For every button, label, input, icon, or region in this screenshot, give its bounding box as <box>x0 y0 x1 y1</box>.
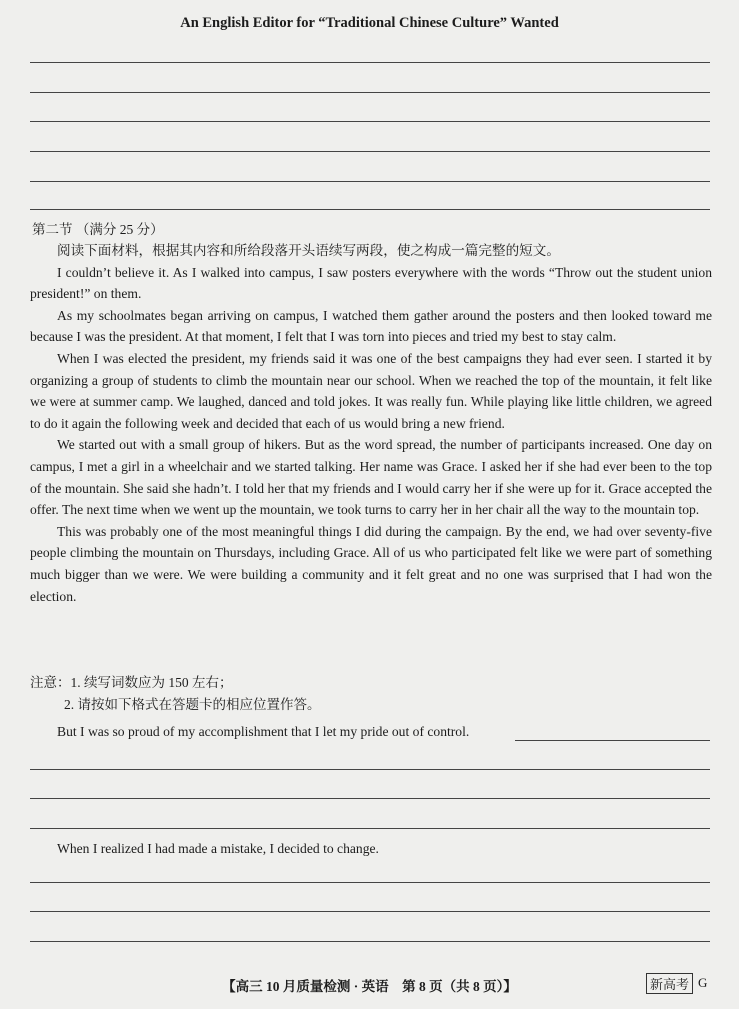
paragraph-starter-1: But I was so proud of my accomplishment that I let my pride out of control. <box>57 724 470 739</box>
answer-line <box>30 769 710 770</box>
note-item-1: 1. 续写词数应为 150 左右； <box>70 675 233 690</box>
answer-line <box>515 740 710 741</box>
passage-paragraph: I couldn’t believe it. As I walked into campus, I saw posters everywhere with the words “Throw out the student union president!” on them. <box>30 264 712 302</box>
answer-line <box>30 62 710 63</box>
answer-line <box>30 151 710 152</box>
answer-line <box>30 92 710 93</box>
answer-line <box>30 181 710 182</box>
page-title: An English Editor for “Traditional Chinese Culture” Wanted <box>180 15 559 31</box>
exam-version-label: G <box>698 975 708 990</box>
exam-type-badge: 新高考 <box>646 973 693 994</box>
answer-line <box>30 209 710 210</box>
section-instruction: 阅读下面材料，根据其内容和所给段落开头语续写两段，使之构成一篇完整的短文。 <box>57 243 560 258</box>
page-footer: 【高三 10 月质量检测 · 英语 第 8 页（共 8 页）】 <box>222 979 517 994</box>
passage-paragraph: As my schoolmates began arriving on campus, I watched them gather around the posters and then looked toward me because I was the president. At that moment, I felt that I was torn into pieces and tried my best to stay calm. <box>30 307 712 345</box>
answer-line <box>30 882 710 883</box>
passage <box>30 240 712 607</box>
answer-line <box>30 121 710 122</box>
answer-line <box>30 798 710 799</box>
passage-paragraph: This was probably one of the most meaningful things I did during the campaign. By the end, we had over seventy-five people climbing the mountain on Thursdays, including Grace. All of us who participated felt like we were part of something much bigger than we were. We were building a community and it felt great and no one was surprised that I had won the election. <box>30 523 712 604</box>
answer-line <box>30 911 710 912</box>
paragraph-starter-2: When I realized I had made a mistake, I decided to change. <box>57 841 379 856</box>
answer-line <box>30 828 710 829</box>
note-item-2: 2. 请按如下格式在答题卡的相应位置作答。 <box>64 696 321 712</box>
notes <box>30 672 712 715</box>
passage-paragraph: When I was elected the president, my friends said it was one of the best campaigns they had ever seen. I started it by organizing a group of students to climb the mountain near our school. When we reached the top of the mountain, it felt like we were at summer camp. We laughed, danced and told jokes. It was really fun. While playing like little children, we agreed to do it again the following week and decided that each of us would bring a new friend. <box>30 350 712 431</box>
passage-paragraph: We started out with a small group of hikers. But as the word spread, the number of participants increased. One day on campus, I met a girl in a wheelchair and we started talking. Her name was Grace. I asked her if she had ever been to the top of the mountain. She said she hadn’t. I told her that my friends and I would carry her if she were up for it. Grace accepted the offer. The next time when we went up the mountain, we took turns to carry her in her chair all the way to the mountain top. <box>30 437 712 518</box>
section-heading: 第二节 （满分 25 分） <box>32 222 164 237</box>
notes-label: 注意： <box>30 675 71 690</box>
answer-line <box>30 941 710 942</box>
